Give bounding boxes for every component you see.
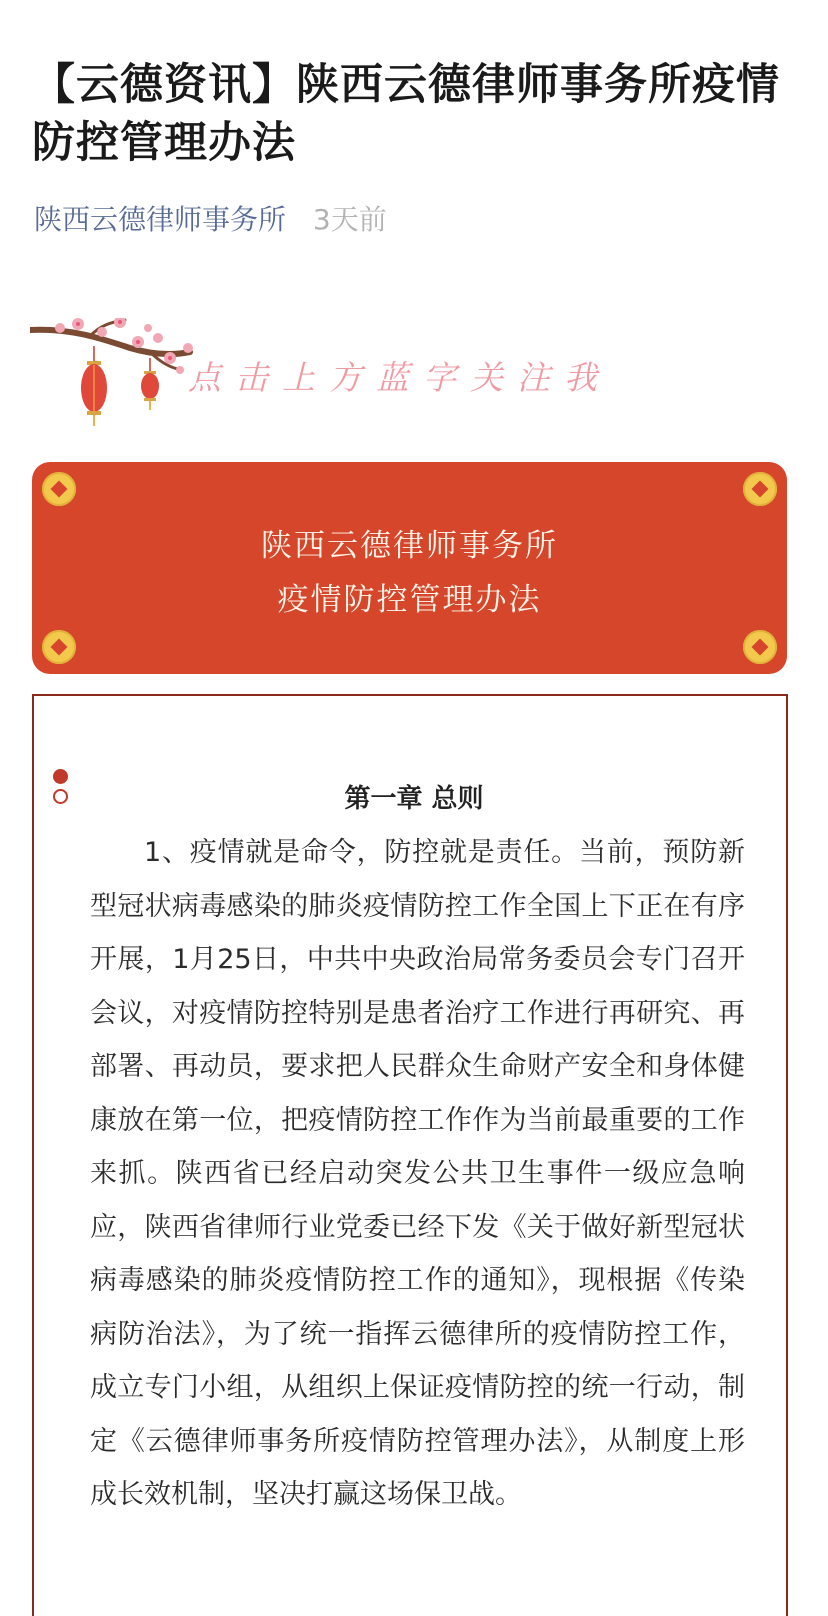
gold-coin-icon bbox=[42, 630, 76, 664]
gold-coin-icon bbox=[42, 472, 76, 506]
chapter-title: 第一章 总则 bbox=[344, 784, 484, 814]
gold-coin-icon bbox=[743, 472, 777, 506]
title-banner bbox=[32, 462, 787, 674]
banner-firm-name: 陕西云德律师事务所 bbox=[261, 528, 558, 564]
author-link[interactable]: 陕西云德律师事务所 bbox=[34, 203, 287, 236]
publish-time: 3天前 bbox=[312, 203, 387, 236]
follow-prompt: 点击上方蓝字关注我 bbox=[188, 358, 611, 397]
gold-coin-icon bbox=[743, 630, 777, 664]
banner-subtitle: 疫情防控管理办法 bbox=[277, 582, 542, 618]
body-paragraph: 1、疫情就是命令，防控就是责任。当前，预防新型冠状病毒感染的肺炎疫情防控工作全国上下正在有序开展，1月25日，中共中央政治局常务委员会专门召开会议，对疫情防控特别是患者治疗工作进行再研究、再部署、再动员，要求把人民群众生命财产安全和身体健康放在第一位，把疫情防控工作作为当前最重要的工作来抓。陕西省已经启动突发公共卫生事件一级应急响应，陕西省律师行业党委已经下发《关于做好新型冠状病毒感染的肺炎疫情防控工作的通知》，现根据《传染病防治法》，为了统一指挥云德律所的疫情防控工作，成立专门小组，从组织上保证疫情防控的统一行动，制定《云德律师事务所疫情防控管理办法》，从制度上形成长效机制，坚决打赢这场保卫战。 bbox=[90, 837, 745, 1510]
article-meta bbox=[34, 200, 387, 240]
article-title: 【云德资讯】陕西云德律师事务所疫情防控管理办法 bbox=[32, 60, 780, 168]
